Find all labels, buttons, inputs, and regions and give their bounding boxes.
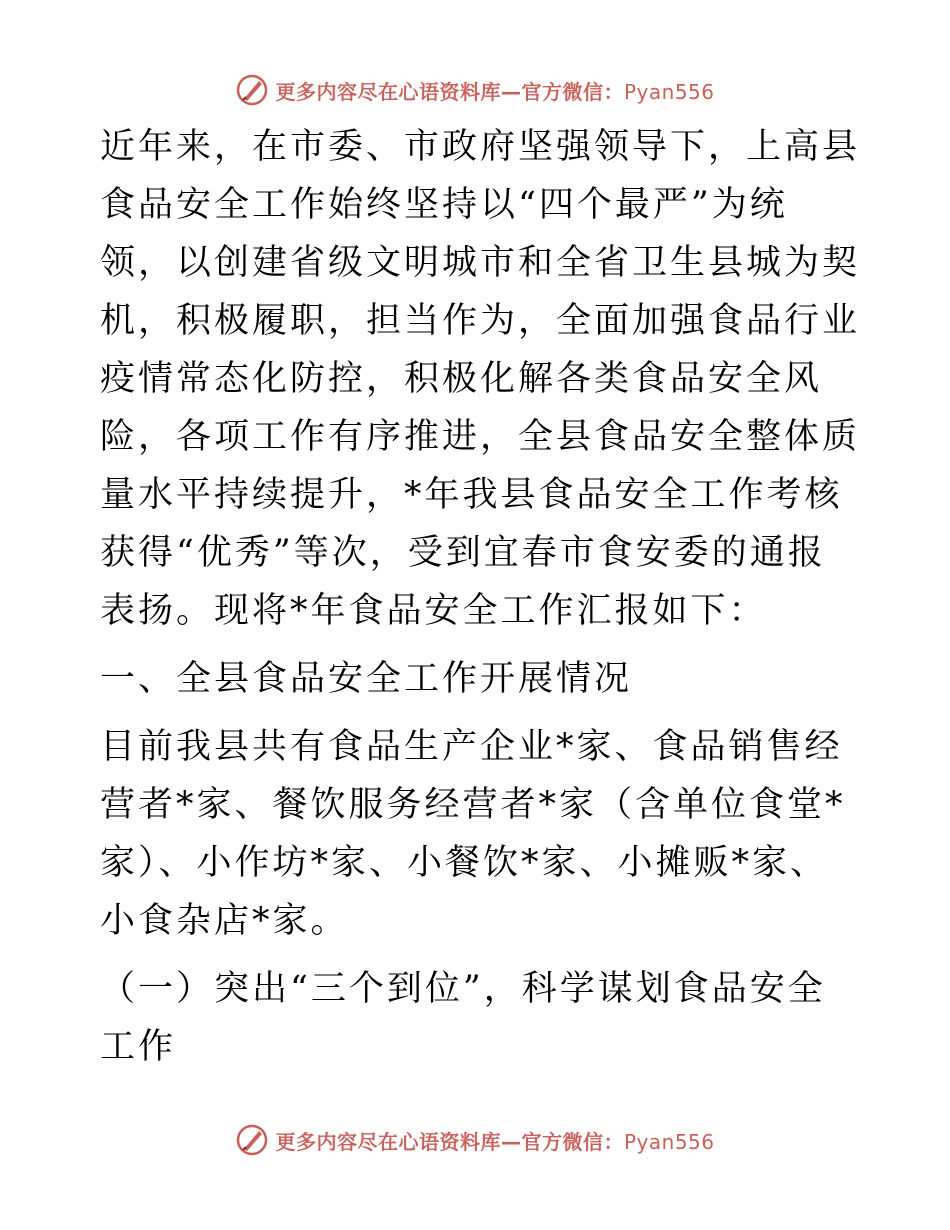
feather-pen-seal-icon xyxy=(235,73,269,107)
feather-pen-seal-icon xyxy=(235,1123,269,1157)
banner-handle: Pyan556 xyxy=(623,79,715,104)
document-body xyxy=(100,118,860,1086)
paragraph-intro: 近年来，在市委、市政府坚强领导下，上高县食品安全工作始终坚持以“四个最严”为统领，以创建省级文明城市和全省卫生县城为契机，积极履职，担当作为，全面加强食品行业疫情常态化防控，积极化解各类食品安全风险，各项工作有序推进，全县食品安全整体质量水平持续提升，*年我县食品安全工作考核获得“优秀”等次，受到宜春市食安委的通报表扬。现将*年食品安全工作汇报如下： xyxy=(100,127,861,631)
section-heading: 一、全县食品安全工作开展情况 xyxy=(100,659,633,699)
paragraph-enterprises: 目前我县共有食品生产企业*家、食品销售经营者*家、餐饮服务经营者*家（含单位食堂*家）、小作坊*家、小餐饮*家、小摊贩*家、小食杂店*家。 xyxy=(100,727,846,941)
banner-text xyxy=(275,76,714,105)
banner-label: 更多内容尽在心语资料库—官方微信： xyxy=(275,1129,624,1154)
subsection-heading: （一）突出“三个到位”，科学谋划食品安全工作 xyxy=(100,969,826,1067)
footer-watermark-banner xyxy=(0,1120,950,1160)
banner-label: 更多内容尽在心语资料库—官方微信： xyxy=(275,79,624,104)
header-watermark-banner xyxy=(0,70,950,110)
banner-text xyxy=(275,1126,714,1155)
banner-handle: Pyan556 xyxy=(623,1129,715,1154)
